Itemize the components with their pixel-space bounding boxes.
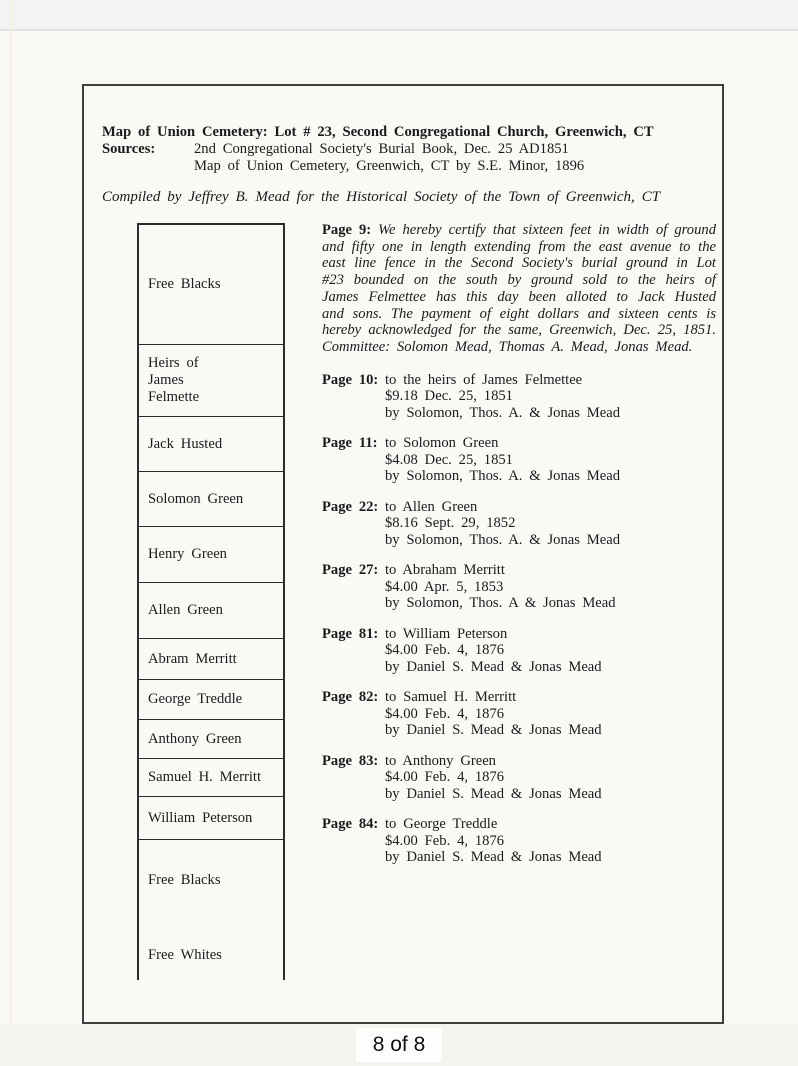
- entry-page-22: Page 22: to Allen Green $8.16 Sept. 29, 1852 by Solomon, Thos. A. & Jonas Mead: [322, 498, 621, 548]
- lot-cell-henry-green: Henry Green: [139, 527, 283, 583]
- lot-cell-heirs-of-james-felmette: Heirs of James Felmette: [139, 345, 283, 417]
- entry-page-81-label: Page 81:: [322, 625, 379, 642]
- lot-cell-george-treddle: George Treddle: [139, 680, 283, 720]
- entry-page-11-label: Page 11:: [322, 435, 378, 452]
- entry-page-9-text: We hereby certify that sixteen feet in width of ground and fifty one in length extending from the east avenue to the east line fence in the Second Society's burial ground in Lot #23 bounded on the south by ground sold to the heirs of James Felmettee has this day been alloted to Jack Husted and sons. The payment of eight dollars and sixteen cents is hereby acknowledged for the same, Greenwich, Dec. 25, 1851. Committee: Solomon Mead, Thomas A. Mead, Jonas Mead.: [322, 222, 716, 355]
- entry-page-22-label: Page 22:: [322, 498, 379, 515]
- entry-page-27-label: Page 27:: [322, 562, 379, 579]
- compiled-by-line: Compiled by Jeffrey B. Mead for the Historical Society of the Town of Greenwich, CT: [102, 189, 661, 205]
- burial-book-entries-column: [322, 222, 716, 880]
- entry-page-27: Page 27: to Abraham Merritt $4.00 Apr. 5, 1853 by Solomon, Thos. A & Jonas Mead: [322, 562, 616, 612]
- lot-label-free-blacks-bottom: Free Blacks: [148, 872, 221, 888]
- source-line-2: Map of Union Cemetery, Greenwich, CT by S.E. Minor, 1896: [194, 158, 585, 174]
- document-title: Map of Union Cemetery: Lot # 23, Second Congregational Church, Greenwich, CT: [102, 124, 654, 140]
- lot-cell-jack-husted: Jack Husted: [139, 417, 283, 472]
- sources-label: Sources:: [102, 141, 156, 157]
- entry-page-83: Page 83: to Anthony Green $4.00 Feb. 4, 1876 by Daniel S. Mead & Jonas Mead: [322, 752, 602, 802]
- sources-row: [102, 141, 708, 158]
- lot-cell-samuel-h-merritt: Samuel H. Merritt: [139, 759, 283, 797]
- scan-artifact-vertical-line: [10, 0, 12, 1066]
- lot-cell-abram-merritt: Abram Merritt: [139, 639, 283, 680]
- entry-page-82: Page 82: to Samuel H. Merritt $4.00 Feb. 4, 1876 by Daniel S. Mead & Jonas Mead: [322, 689, 602, 739]
- lot-cell-free-blacks-top: Free Blacks: [139, 225, 283, 345]
- lot-cell-solomon-green: Solomon Green: [139, 472, 283, 527]
- source-line-1: 2nd Congregational Society's Burial Book, Dec. 25 AD1851: [194, 141, 569, 157]
- entry-page-83-label: Page 83:: [322, 752, 379, 769]
- entry-page-82-label: Page 82:: [322, 689, 379, 706]
- lot-cell-anthony-green: Anthony Green: [139, 720, 283, 759]
- page-indicator: 8 of 8: [356, 1028, 442, 1062]
- scan-artifact-top-band: [0, 0, 798, 29]
- entry-page-81: Page 81: to William Peterson $4.00 Feb. 4, 1876 by Daniel S. Mead & Jonas Mead: [322, 625, 602, 675]
- lot-cell-william-peterson: William Peterson: [139, 797, 283, 840]
- scan-artifact-horizontal-line: [0, 29, 798, 31]
- document-header: [102, 124, 708, 206]
- lot-label-free-whites: Free Whites: [148, 947, 222, 963]
- cemetery-lot-diagram: [137, 223, 285, 980]
- entry-page-9: [322, 222, 716, 356]
- lot-cell-allen-green: Allen Green: [139, 583, 283, 639]
- entry-page-84-label: Page 84:: [322, 816, 379, 833]
- entry-page-10-label: Page 10:: [322, 371, 379, 388]
- document-border-box: [82, 84, 724, 1024]
- entry-page-84: Page 84: to George Treddle $4.00 Feb. 4, 1876 by Daniel S. Mead & Jonas Mead: [322, 816, 602, 866]
- entry-page-9-label: Page 9:: [322, 222, 372, 238]
- entry-page-10: Page 10: to the heirs of James Felmettee $9.18 Dec. 25, 1851 by Solomon, Thos. A. & Jonas Mead: [322, 371, 621, 421]
- lot-cell-free-blacks-free-whites: [139, 840, 283, 980]
- entry-page-11: Page 11: to Solomon Green $4.08 Dec. 25, 1851 by Solomon, Thos. A. & Jonas Mead: [322, 435, 621, 485]
